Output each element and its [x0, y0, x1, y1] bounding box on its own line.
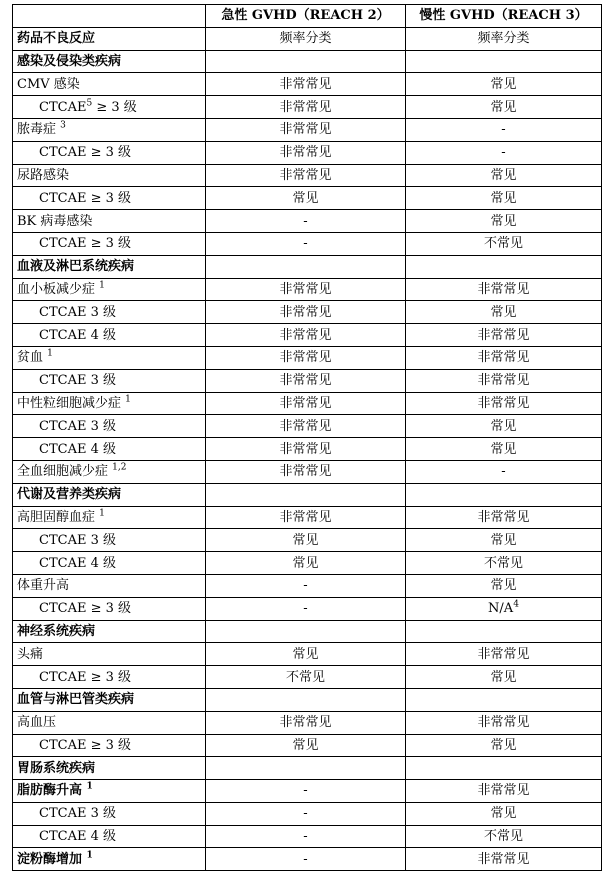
- table-row: [13, 848, 602, 871]
- acute-frequency-cell: [206, 255, 406, 278]
- reaction-label: 尿路感染: [17, 167, 70, 183]
- chronic-frequency-cell: 常见: [406, 734, 602, 757]
- acute-frequency-cell: [206, 50, 406, 73]
- reaction-label-cell: [13, 438, 206, 461]
- reaction-label: CTCAE 4 级: [39, 327, 116, 343]
- chronic-frequency-cell: -: [406, 118, 602, 141]
- acute-frequency-cell: 非常常见: [206, 96, 406, 119]
- chronic-frequency-cell: 非常常见: [406, 506, 602, 529]
- chronic-frequency-cell: 不常见: [406, 825, 602, 848]
- acute-frequency-cell: 非常常见: [206, 438, 406, 461]
- table-row: [13, 802, 602, 825]
- reaction-label-cell: [13, 688, 206, 711]
- reaction-label-cell: [13, 392, 206, 415]
- chronic-frequency-cell: [406, 483, 602, 506]
- table-row: [13, 506, 602, 529]
- table-row: [13, 73, 602, 96]
- reaction-label: 神经系统疾病: [17, 623, 96, 639]
- reaction-label: 代谢及营养类疾病: [17, 487, 122, 503]
- table-row: [13, 552, 602, 575]
- chronic-frequency-cell: -: [406, 141, 602, 164]
- reaction-label-cell: [13, 757, 206, 780]
- acute-frequency-cell: 常见: [206, 643, 406, 666]
- reaction-label: CTCAE 3 级: [39, 418, 116, 434]
- chronic-frequency-cell: 频率分类: [406, 27, 602, 50]
- acute-frequency-cell: 非常常见: [206, 278, 406, 301]
- chronic-frequency-cell: 常见: [406, 164, 602, 187]
- table-row: [13, 392, 602, 415]
- reaction-label: CTCAE ≥ 3 级: [39, 601, 132, 617]
- chronic-frequency-cell: 常见: [406, 802, 602, 825]
- table-row: [13, 324, 602, 347]
- reaction-label: 血管与淋巴管类疾病: [17, 692, 135, 708]
- reaction-label-cell: [13, 278, 206, 301]
- table-row: [13, 369, 602, 392]
- category-row: [13, 688, 602, 711]
- acute-frequency-cell: 非常常见: [206, 73, 406, 96]
- chronic-frequency-cell: 非常常见: [406, 278, 602, 301]
- reaction-label: 淀粉酶增加: [17, 851, 83, 867]
- chronic-frequency-cell: [406, 255, 602, 278]
- table-row: [13, 529, 602, 552]
- chronic-frequency-cell: 非常常见: [406, 848, 602, 871]
- reaction-label-cell: [13, 27, 206, 50]
- category-row: [13, 620, 602, 643]
- reaction-label-cell: [13, 666, 206, 689]
- acute-frequency-cell: 常见: [206, 734, 406, 757]
- reaction-label: CTCAE ≥ 3 级: [39, 737, 132, 753]
- acute-frequency-cell: -: [206, 574, 406, 597]
- reaction-label: 感染及侵染类疾病: [17, 53, 122, 69]
- footnote-marker: 1,2: [112, 463, 127, 473]
- reaction-label: CTCAE 4 级: [39, 555, 116, 571]
- chronic-frequency-cell: 非常常见: [406, 780, 602, 803]
- reaction-label: CTCAE 3 级: [39, 373, 116, 389]
- reaction-label-cell: [13, 620, 206, 643]
- reaction-label-cell: [13, 415, 206, 438]
- chronic-frequency-cell: 常见: [406, 574, 602, 597]
- acute-frequency-cell: -: [206, 848, 406, 871]
- acute-frequency-cell: 非常常见: [206, 711, 406, 734]
- footnote-marker: 1: [86, 782, 93, 793]
- adverse-reaction-table: [12, 4, 602, 871]
- footnote-marker: 1: [86, 850, 93, 861]
- header-col1: [13, 5, 206, 28]
- reaction-label-cell: [13, 369, 206, 392]
- footnote-marker: 3: [60, 121, 66, 132]
- table-row: [13, 141, 602, 164]
- table-row: [13, 118, 602, 141]
- acute-frequency-cell: -: [206, 780, 406, 803]
- reaction-label: CTCAE ≥ 3 级: [39, 190, 132, 206]
- reaction-label: 血液及淋巴系统疾病: [17, 259, 135, 275]
- table-row: [13, 643, 602, 666]
- reaction-label: 血小板减少症: [17, 281, 96, 297]
- reaction-label-cell: [13, 255, 206, 278]
- table-row: [13, 164, 602, 187]
- acute-frequency-cell: 非常常见: [206, 506, 406, 529]
- reaction-label-cell: [13, 301, 206, 324]
- acute-frequency-cell: [206, 620, 406, 643]
- chronic-frequency-cell: 常见: [406, 529, 602, 552]
- reaction-label: CTCAE ≥ 3 级: [39, 145, 132, 161]
- chronic-frequency-cell: 非常常见: [406, 643, 602, 666]
- reaction-label-cell: [13, 96, 206, 119]
- reaction-label-cell: [13, 483, 206, 506]
- category-row: [13, 50, 602, 73]
- acute-frequency-cell: 非常常见: [206, 301, 406, 324]
- acute-frequency-cell: [206, 688, 406, 711]
- reaction-label-cell: [13, 324, 206, 347]
- table-row: [13, 574, 602, 597]
- footnote-marker: 1: [125, 394, 131, 405]
- chronic-frequency-cell: 常见: [406, 187, 602, 210]
- chronic-frequency-cell: [406, 688, 602, 711]
- acute-frequency-cell: -: [206, 232, 406, 255]
- chronic-frequency-cell: 非常常见: [406, 346, 602, 369]
- header-row: [13, 5, 602, 28]
- reaction-label: CTCAE ≥ 3 级: [39, 669, 132, 685]
- table-row: [13, 210, 602, 233]
- reaction-label-cell: [13, 825, 206, 848]
- reaction-label-cell: [13, 187, 206, 210]
- footnote-marker: 1: [99, 280, 105, 291]
- table-row: [13, 438, 602, 461]
- acute-frequency-cell: 频率分类: [206, 27, 406, 50]
- acute-frequency-cell: 常见: [206, 552, 406, 575]
- table-row: [13, 711, 602, 734]
- table-row: [13, 415, 602, 438]
- reaction-label: CTCAE 4 级: [39, 829, 116, 845]
- chronic-frequency-cell: 非常常见: [406, 392, 602, 415]
- acute-frequency-cell: 非常常见: [206, 369, 406, 392]
- reaction-label-suffix: ≥ 3 级: [92, 99, 137, 115]
- chronic-frequency-cell: 常见: [406, 438, 602, 461]
- reaction-label: 头痛: [17, 646, 44, 662]
- table-row: [13, 232, 602, 255]
- chronic-frequency-cell: [406, 757, 602, 780]
- table-row: [13, 666, 602, 689]
- reaction-label: 中性粒细胞减少症: [17, 395, 122, 411]
- reaction-label: 脂肪酶升高: [17, 783, 83, 799]
- acute-frequency-cell: 常见: [206, 529, 406, 552]
- table-row: [13, 301, 602, 324]
- chronic-frequency-cell: 不常见: [406, 552, 602, 575]
- footnote-marker: 1: [99, 508, 105, 519]
- reaction-label: 贫血: [17, 350, 44, 366]
- reaction-label-cell: [13, 734, 206, 757]
- reaction-label: 胃肠系统疾病: [17, 760, 96, 776]
- chronic-frequency-cell: 常见: [406, 301, 602, 324]
- header-acute-gvhd: 急性 GVHD（REACH 2）: [206, 5, 406, 28]
- adverse-reaction-table-container: [12, 4, 601, 871]
- table-row: [13, 187, 602, 210]
- acute-frequency-cell: 非常常见: [206, 164, 406, 187]
- chronic-frequency-cell: 常见: [406, 73, 602, 96]
- category-row: [13, 255, 602, 278]
- footnote-marker: 1: [47, 349, 53, 360]
- table-body: [13, 27, 602, 870]
- reaction-label-cell: [13, 597, 206, 620]
- chronic-frequency-cell: 非常常见: [406, 324, 602, 347]
- chronic-frequency-cell: [406, 620, 602, 643]
- reaction-label-cell: [13, 643, 206, 666]
- reaction-label-cell: [13, 506, 206, 529]
- subheader-row: [13, 27, 602, 50]
- reaction-label: 药品不良反应: [17, 31, 96, 47]
- table-row: [13, 278, 602, 301]
- chronic-frequency-cell: 常见: [406, 415, 602, 438]
- header-chronic-gvhd: 慢性 GVHD（REACH 3）: [406, 5, 602, 28]
- acute-frequency-cell: 非常常见: [206, 392, 406, 415]
- reaction-label-cell: [13, 848, 206, 871]
- reaction-label-cell: [13, 574, 206, 597]
- acute-frequency-cell: -: [206, 825, 406, 848]
- acute-frequency-cell: 非常常见: [206, 324, 406, 347]
- table-row: [13, 96, 602, 119]
- acute-frequency-cell: [206, 483, 406, 506]
- chronic-frequency-cell: [406, 50, 602, 73]
- reaction-label-cell: [13, 141, 206, 164]
- chronic-frequency-text: N/A: [488, 601, 514, 617]
- table-row: [13, 346, 602, 369]
- table-row: [13, 460, 602, 483]
- reaction-label: 高血压: [17, 715, 57, 731]
- table-row: [13, 734, 602, 757]
- reaction-label-cell: [13, 346, 206, 369]
- acute-frequency-cell: [206, 757, 406, 780]
- chronic-frequency-cell: 常见: [406, 96, 602, 119]
- footnote-marker: 4: [513, 599, 519, 610]
- reaction-label-cell: [13, 529, 206, 552]
- chronic-frequency-cell: 常见: [406, 210, 602, 233]
- reaction-label-cell: [13, 780, 206, 803]
- acute-frequency-cell: 不常见: [206, 666, 406, 689]
- reaction-label-cell: [13, 460, 206, 483]
- reaction-label-cell: [13, 50, 206, 73]
- chronic-frequency-cell: [406, 597, 602, 620]
- table-row: [13, 825, 602, 848]
- reaction-label: CTCAE 3 级: [39, 806, 116, 822]
- acute-frequency-cell: -: [206, 210, 406, 233]
- acute-frequency-cell: 非常常见: [206, 460, 406, 483]
- reaction-label-cell: [13, 118, 206, 141]
- acute-frequency-cell: 非常常见: [206, 141, 406, 164]
- reaction-label: CMV 感染: [17, 76, 80, 92]
- acute-frequency-cell: 非常常见: [206, 118, 406, 141]
- chronic-frequency-cell: 非常常见: [406, 711, 602, 734]
- chronic-frequency-cell: 常见: [406, 666, 602, 689]
- reaction-label: CTCAE 3 级: [39, 532, 116, 548]
- reaction-label: CTCAE: [39, 99, 87, 115]
- category-row: [13, 757, 602, 780]
- footnote-marker: 5: [86, 98, 93, 109]
- reaction-label-cell: [13, 802, 206, 825]
- reaction-label: CTCAE 4 级: [39, 441, 116, 457]
- reaction-label: 高胆固醇血症: [17, 509, 96, 525]
- reaction-label-cell: [13, 711, 206, 734]
- reaction-label-cell: [13, 232, 206, 255]
- chronic-frequency-cell: 非常常见: [406, 369, 602, 392]
- chronic-frequency-cell: 不常见: [406, 232, 602, 255]
- acute-frequency-cell: 常见: [206, 187, 406, 210]
- acute-frequency-cell: -: [206, 597, 406, 620]
- chronic-frequency-cell: -: [406, 460, 602, 483]
- reaction-label: 全血细胞减少症: [17, 464, 109, 480]
- reaction-label-cell: [13, 73, 206, 96]
- category-row: [13, 483, 602, 506]
- acute-frequency-cell: 非常常见: [206, 346, 406, 369]
- reaction-label-cell: [13, 210, 206, 233]
- reaction-label-cell: [13, 164, 206, 187]
- table-row: [13, 597, 602, 620]
- reaction-label: 体重升高: [17, 578, 70, 594]
- reaction-label: BK 病毒感染: [17, 213, 93, 229]
- acute-frequency-cell: -: [206, 802, 406, 825]
- reaction-label: 脓毒症: [17, 122, 57, 138]
- table-row: [13, 780, 602, 803]
- reaction-label: CTCAE ≥ 3 级: [39, 236, 132, 252]
- acute-frequency-cell: 非常常见: [206, 415, 406, 438]
- reaction-label: CTCAE 3 级: [39, 304, 116, 320]
- reaction-label-cell: [13, 552, 206, 575]
